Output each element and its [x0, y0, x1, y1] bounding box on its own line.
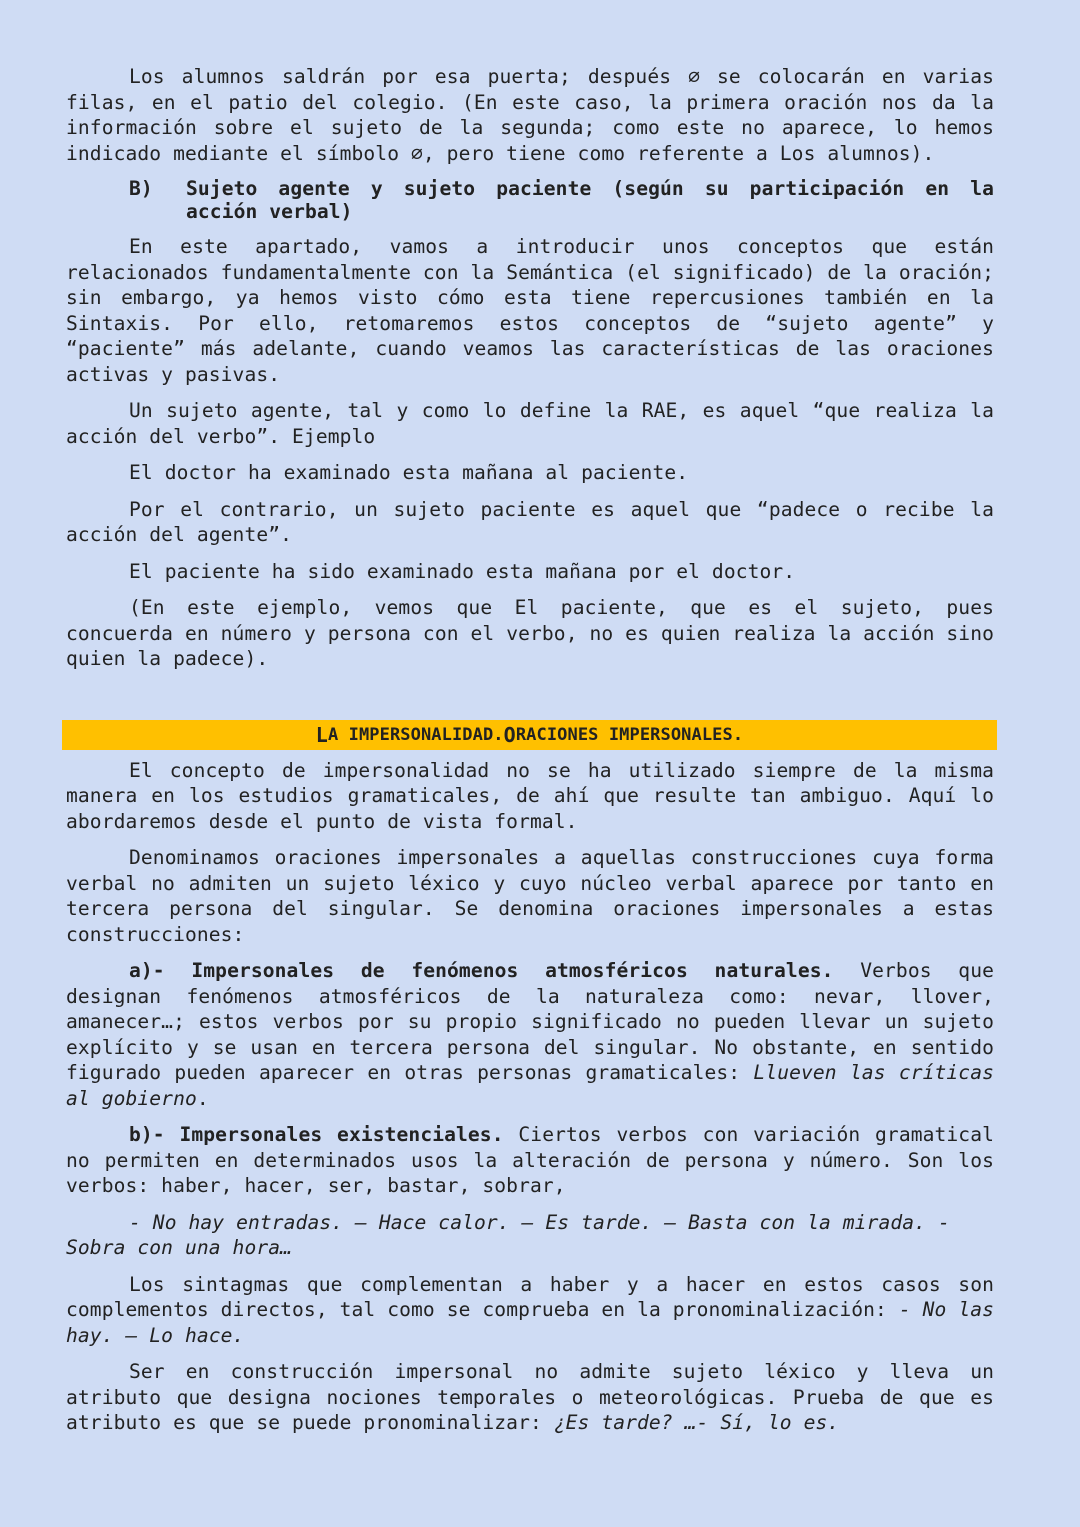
item-a-heading: a)- Impersonales de fenómenos atmosféricos naturales.	[129, 959, 834, 982]
p9-example: ¿Es tarde? …- Sí, lo es.	[553, 1411, 840, 1434]
item-b-heading: b)- Impersonales existenciales.	[129, 1123, 504, 1146]
examples-existenciales: - No hay entradas. – Hace calor. – Es tarde. – Basta con la mirada. - Sobra con una hora…	[66, 1210, 950, 1259]
p8-text: Los sintagmas que complementan a haber y a hacer en estos casos son complementos directos, tal como se comprueba en la pronominalización:	[66, 1272, 994, 1321]
banner-text-2: RACIONES IMPERSONALES.	[515, 724, 744, 745]
paragraph-explicacion-paciente: (En este ejemplo, vemos que El paciente, que es el sujeto, pues concuerda en número y persona con el verbo, no es quien realiza la acción sino quien la padece).	[66, 596, 994, 670]
paragraph-complementos-directos	[66, 1272, 994, 1349]
paragraph-impersonales-atmosfericas	[66, 958, 994, 1111]
banner-initial-1: L	[315, 722, 328, 747]
paragraph-intro-semantica: En este apartado, vamos a introducir unos conceptos que están relacionados fundamentalmente con la Semántica (el significado) de la oración; sin embargo, ya hemos visto cómo esta tiene repercusiones también en la Sintaxis. Por ello, retomaremos estos conceptos de “sujeto agente” y “paciente” más adelante, cuando veamos las características de las oraciones activas y pasivas.	[66, 235, 994, 386]
section-banner-impersonalidad	[62, 720, 997, 750]
p9-text: Ser en construcción impersonal no admite sujeto léxico y lleva un atributo que designa nociones temporales o meteorológicas. Prueba de que es atributo es que se puede pronominalizar:	[66, 1360, 994, 1434]
item-a-end: .	[196, 1086, 209, 1110]
example-agente: El doctor ha examinado esta mañana al paciente.	[129, 461, 689, 484]
banner-text-1: A IMPERSONALIDAD.	[327, 724, 504, 745]
banner-initial-2: O	[503, 722, 516, 747]
paragraph-definicion-impersonales: Denominamos oraciones impersonales a aquellas construcciones cuya forma verbal no admiten un sujeto léxico y cuyo núcleo verbal aparece por tanto en tercera persona del singular. Se denomina oraciones impersonales a estas construcciones:	[66, 846, 994, 946]
paragraph-concepto-impersonalidad: El concepto de impersonalidad no se ha utilizado siempre de la misma manera en los estudios gramaticales, de ahí que resulte tan ambiguo. Aquí lo abordaremos desde el punto de vista formal.	[66, 758, 994, 833]
section-b-title: Sujeto agente y sujeto paciente (según su participación en la acción verbal)	[186, 177, 994, 223]
paragraph-sujeto-agente: Un sujeto agente, tal y como lo define la RAE, es aquel “que realiza la acción del verbo”. Ejemplo	[66, 399, 994, 448]
item-b-body: Ciertos verbos con variación gramatical no permiten en determinados usos la alteración de persona y número. Son los verbos: haber, hacer, ser, bastar, sobrar,	[66, 1123, 994, 1197]
paragraph-sujeto-elidido: Los alumnos saldrán por esa puerta; después ∅ se colocarán en varias filas, en el patio del colegio. (En este caso, la primera oración nos da la información sobre el sujeto de la segunda; como este no aparece, lo hemos indicado mediante el símbolo ∅, pero tiene como referente a Los alumnos).	[66, 65, 994, 165]
section-b-label: B)	[129, 177, 153, 200]
section-b-heading	[129, 177, 994, 223]
p8-example: - No las hay. – Lo hace.	[66, 1298, 995, 1347]
paragraph-sujeto-paciente: Por el contrario, un sujeto paciente es aquel que “padece o recibe la acción del agente”.	[66, 497, 994, 546]
paragraph-ser-impersonal	[66, 1359, 994, 1436]
paragraph-impersonales-existenciales	[66, 1122, 994, 1199]
item-a-body: Verbos que designan fenómenos atmosféricos de la naturaleza como: nevar, llover, amanecer…; estos verbos por su propio significado no pueden llevar un sujeto explícito y se usan en tercera persona del singular. No obstante, en sentido figurado pueden aparecer en otras personas gramaticales:	[66, 959, 994, 1084]
item-a-example: Llueven las críticas al gobierno	[66, 1061, 994, 1110]
example-paciente: El paciente ha sido examinado esta mañana por el doctor.	[129, 559, 796, 583]
document-page	[66, 64, 994, 1436]
